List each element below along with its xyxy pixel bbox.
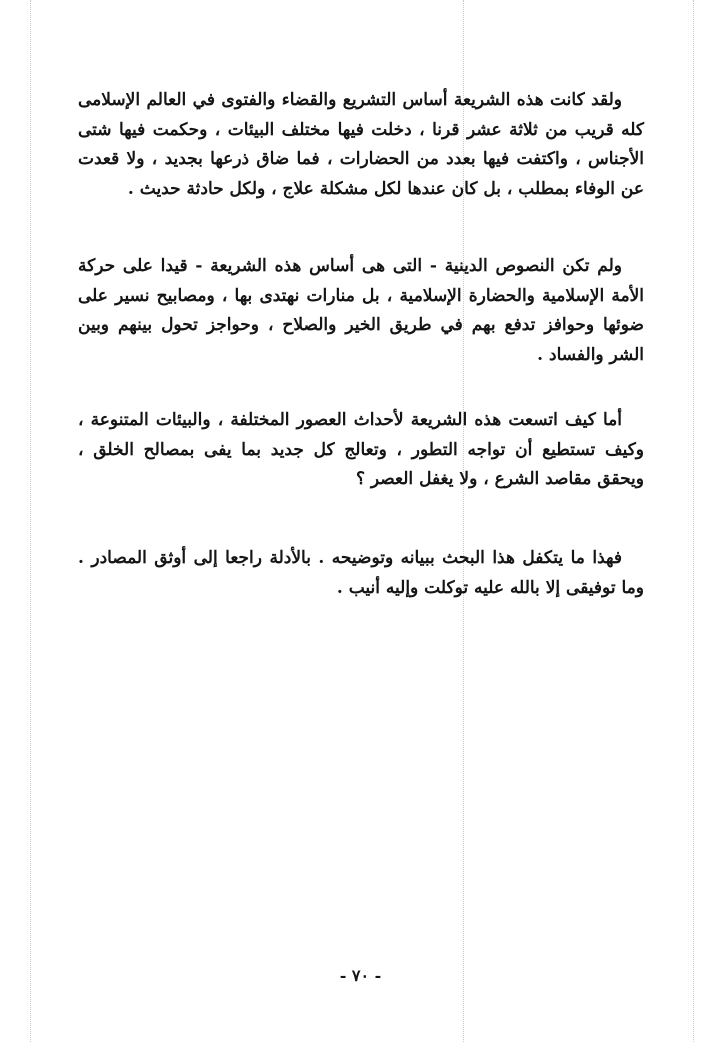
paragraph-1 xyxy=(78,86,644,204)
scan-artifact-line xyxy=(693,0,694,1042)
paragraph-4 xyxy=(78,544,644,603)
scan-artifact-line xyxy=(30,0,31,1042)
paragraph-3-text: أما كيف اتسعت هذه الشريعة لأحداث العصور المختلفة ، والبيئات المتنوعة ، وكيف تستطيع أن تواجه التطور ، وتعالج كل جديد بما يفى بمصالح الخلق ، ويحقق مقاصد الشرع ، ولا يغفل العصر ؟ xyxy=(78,410,644,489)
paragraph-2-text: ولم تكن النصوص الدينية - التى هى أساس هذه الشريعة - قيدا على حركة الأمة الإسلامية والحضارة الإسلامية ، بل منارات نهتدى بها ، ومصابيح نسير على ضوئها وحوافز تدفع بهم في طريق الخير والصلاح ، وحواجز تحول بينهم وبين الشر والفساد . xyxy=(78,256,644,365)
paragraph-2 xyxy=(78,252,644,370)
page-number: - ٧٠ - xyxy=(339,966,382,985)
paragraph-4-text: فهذا ما يتكفل هذا البحث ببيانه وتوضيحه . بالأدلة راجعا إلى أوثق المصادر . وما توفيقى إلا بالله عليه توكلت وإليه أنيب . xyxy=(78,548,644,598)
paragraph-1-text: ولقد كانت هذه الشريعة أساس التشريع والقضاء والفتوى في العالم الإسلامى كله قريب من ثلاثة عشر قرنا ، دخلت فيها مختلف البيئات ، وحكمت فيها شتى الأجناس ، واكتفت فيها بعدد من الحضارات ، فما ضاق ذرعها بجديد ، ولا قعدت عن الوفاء بمطلب ، بل كان عندها لكل مشكلة علاج ، ولكل حادثة حديث . xyxy=(78,90,644,199)
paragraph-3 xyxy=(78,406,644,495)
